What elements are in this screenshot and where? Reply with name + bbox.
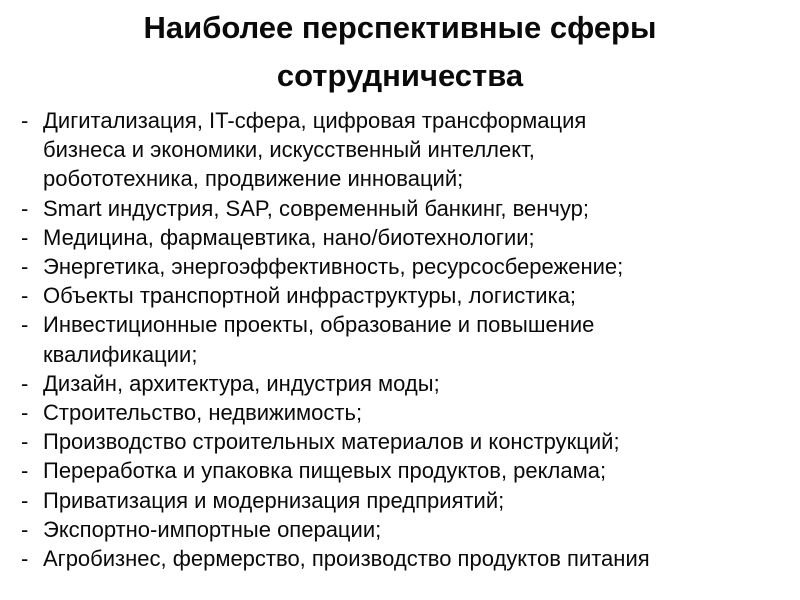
bullet-dash: - (21, 195, 29, 221)
list-item (0, 194, 800, 223)
list-item-text: Дизайн, архитектура, индустрия моды; (43, 370, 440, 396)
list-item-text: Приватизация и модернизация предприятий; (43, 487, 505, 513)
list-item-text: Медицина, фармацевтика, нано/биотехнологии; (43, 224, 535, 250)
bullet-dash: - (21, 254, 29, 280)
list-item (0, 223, 800, 252)
list-item (0, 281, 800, 310)
list-item (0, 252, 800, 281)
list-item (0, 369, 800, 398)
list-item (0, 106, 800, 194)
list-item (0, 544, 800, 573)
bullet-dash: - (21, 400, 29, 426)
list-item-text: Агробизнес, фермерство, производство продуктов питания (43, 546, 650, 572)
list-item (0, 486, 800, 515)
list-item-text: робототехника, продвижение инноваций; (43, 166, 464, 192)
list-item (0, 310, 800, 368)
list-item (0, 427, 800, 456)
list-item-text: Энергетика, энергоэффективность, ресурсосбережение; (43, 254, 624, 280)
bullet-dash: - (21, 108, 29, 133)
bullet-dash: - (21, 487, 29, 513)
bullet-dash: - (21, 283, 29, 309)
list-item-text: Переработка и упаковка пищевых продуктов, реклама; (43, 458, 607, 484)
list-item-text: квалификации; (43, 341, 198, 367)
list-item-text: Дигитализация, IT-сфера, цифровая трансформация (43, 108, 587, 133)
list-item-text: Smart индустрия, SAP, современный банкинг, венчур; (43, 195, 589, 221)
list-item-text: Инвестиционные проекты, образование и повышение (43, 312, 595, 338)
bullet-dash: - (21, 224, 29, 250)
slide-title (0, 4, 800, 100)
list-item (0, 515, 800, 544)
bullet-dash: - (21, 546, 29, 572)
list-item-text: Производство строительных материалов и конструкций; (43, 429, 620, 455)
slide-title-line: Наиболее перспективные сферы (143, 10, 657, 45)
bullet-dash: - (21, 429, 29, 455)
bullet-dash: - (21, 312, 29, 338)
list-item (0, 398, 800, 427)
list-item-text: бизнеса и экономики, искусственный интеллект, (43, 137, 535, 163)
bullet-dash: - (21, 458, 29, 484)
list-item-text: Объекты транспортной инфраструктуры, логистика; (43, 283, 577, 309)
bullet-list (0, 106, 800, 573)
list-item-text: Экспортно-импортные операции; (43, 516, 382, 542)
slide-title-line: сотрудничества (276, 58, 524, 93)
bullet-dash: - (21, 370, 29, 396)
bullet-dash: - (21, 516, 29, 542)
list-item-text: Строительство, недвижимость; (43, 400, 363, 426)
list-item (0, 456, 800, 485)
